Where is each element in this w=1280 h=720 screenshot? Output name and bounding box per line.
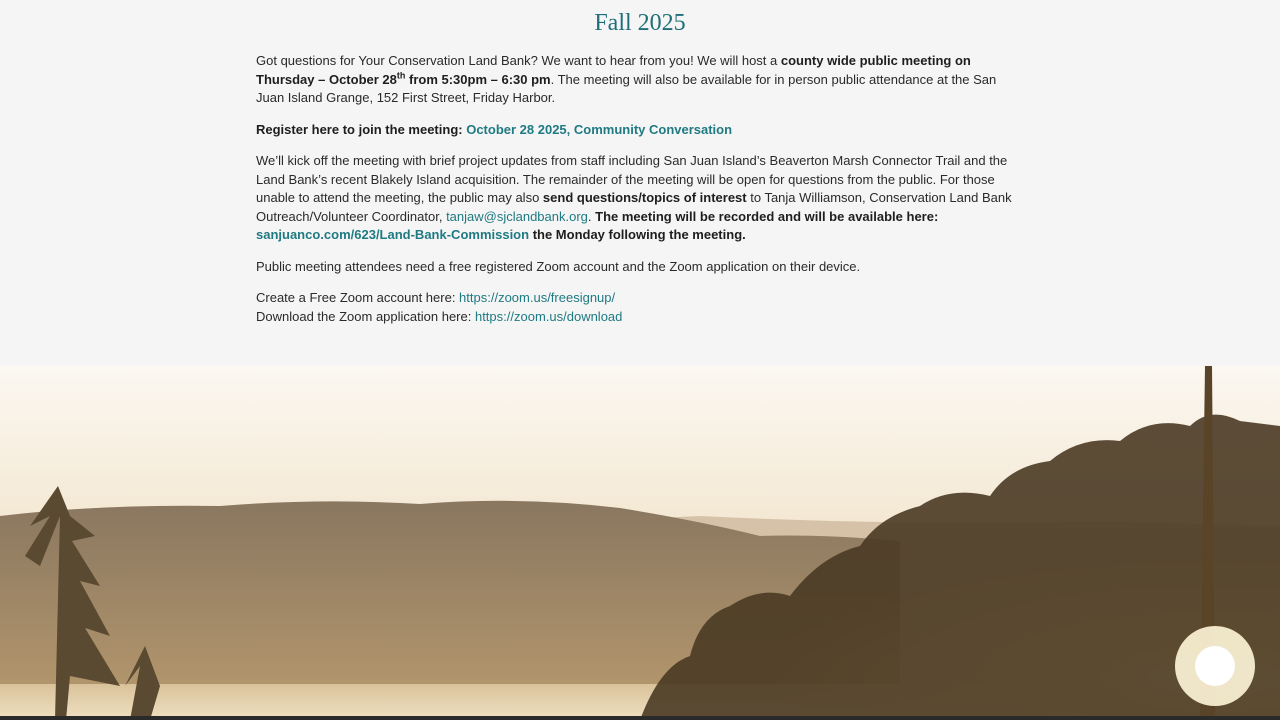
- register-label: Register here to join the meeting:: [256, 121, 467, 137]
- details-paragraph: [256, 152, 1026, 245]
- zoom-links-paragraph: [256, 289, 1026, 326]
- intro-paragraph: [256, 52, 1026, 108]
- period-text: .: [587, 208, 596, 224]
- meeting-time-text: from 5:30pm – 6:30 pm: [405, 71, 551, 87]
- sunset-landscape-image: [0, 366, 1280, 720]
- zoom-download-link[interactable]: https://zoom.us/download: [474, 308, 623, 324]
- signup-label: Create a Free Zoom account here:: [256, 290, 460, 305]
- commission-link[interactable]: sanjuanco.com/623/Land-Bank-Commission: [256, 227, 530, 242]
- article-body: [256, 52, 1026, 339]
- zoom-signup-link[interactable]: https://zoom.us/freesignup/: [459, 290, 616, 305]
- zoom-requirement-paragraph: Public meeting attendees need a free registered Zoom account and the Zoom application on their device.: [256, 258, 861, 274]
- details-text: We’ll kick off the meeting with brief project updates from staff including San Juan Island’s Beaverton Marsh Connector Trail and the Land Bank’s recent Blakely Island acquisition. The remainder of the meeting will be open for questions from the public. For those unable to attend the meeting, the public may also: [256, 153, 1008, 205]
- section-title: Fall 2025: [594, 10, 686, 36]
- register-paragraph: [256, 121, 1026, 140]
- intro-text: Got questions for Your Conservation Land Bank? We want to hear from you! We will host a: [256, 53, 781, 68]
- meeting-date-text: county wide public meeting on Thursday – October 28: [256, 53, 971, 87]
- email-link[interactable]: tanjaw@sjclandbank.org: [446, 208, 588, 224]
- location-text: . The meeting will also be available for in person public attendance at the San Juan Island Grange, 152 First Street, Friday Harbor.: [256, 71, 997, 105]
- coordinator-text: to Tanja Williamson, Conservation Land Bank Outreach/Volunteer Coordinator,: [256, 190, 1012, 224]
- questions-text: send questions/topics of interest: [542, 190, 747, 205]
- register-link[interactable]: October 28 2025, Community Conversation: [466, 121, 733, 137]
- recording-text: The meeting will be recorded and will be available here:: [595, 208, 939, 224]
- landscape-photo: [0, 366, 1280, 720]
- date-suffix: th: [396, 70, 406, 81]
- download-label: Download the Zoom application here:: [256, 308, 475, 324]
- recording-followup-text: the Monday following the meeting.: [529, 227, 746, 242]
